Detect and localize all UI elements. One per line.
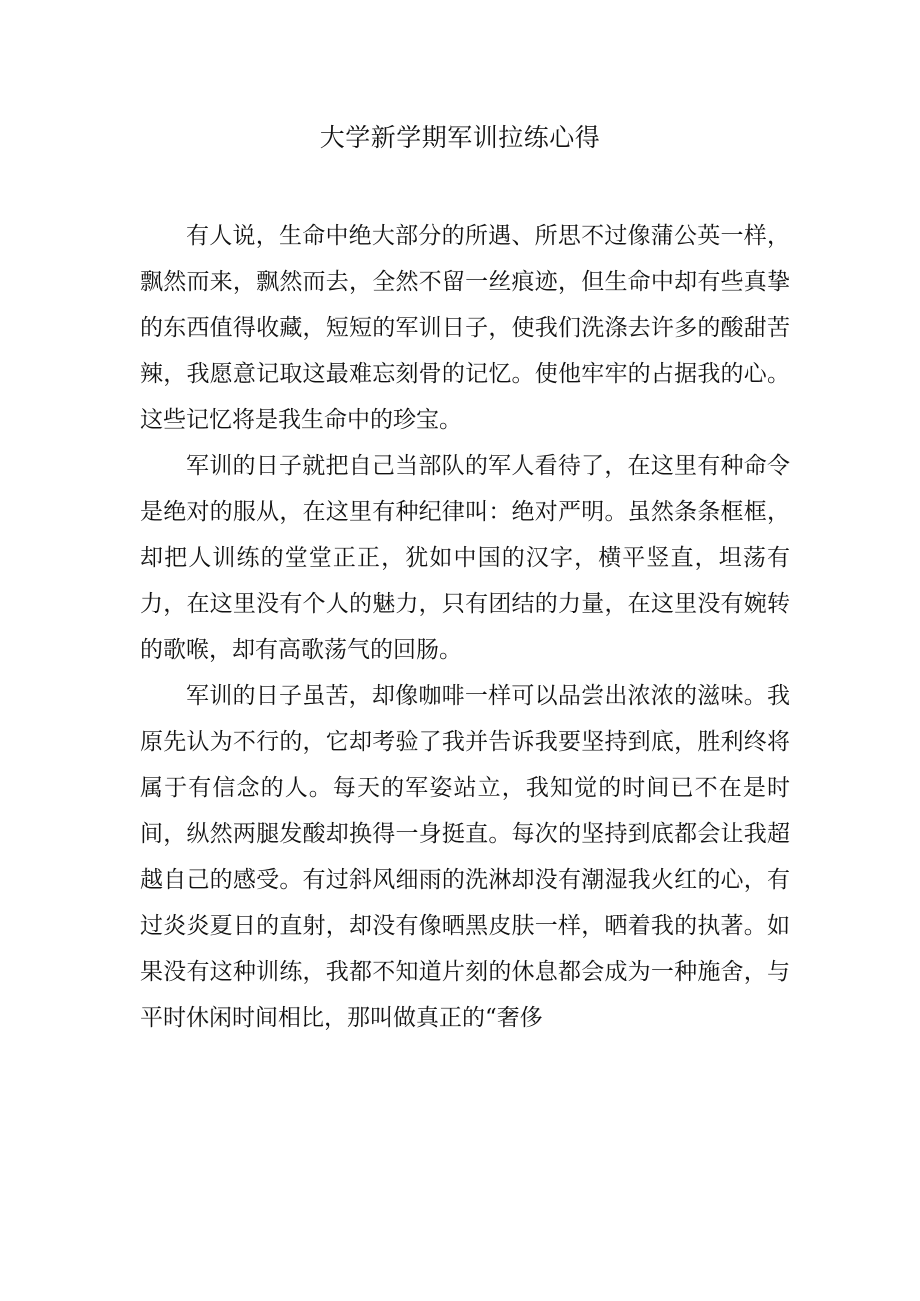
paragraph-2: 军训的日子就把自己当部队的军人看待了，在这里有种命令是绝对的服从，在这里有种纪律叫：绝对严明。虽然条条框框，却把人训练的堂堂正正，犹如中国的汉字，横平竖直，坦荡有力，在这里没有个人的魅力，只有团结的力量，在这里没有婉转的歌喉，却有高歌荡气的回肠。 — [140, 453, 790, 663]
document-body — [140, 213, 790, 1041]
paragraph-1: 有人说，生命中绝大部分的所遇、所思不过像蒲公英一样，飘然而来，飘然而去，全然不留一丝痕迹，但生命中却有些真挚的东西值得收藏，短短的军训日子，使我们洗涤去许多的酸甜苦辣，我愿意记取这最难忘刻骨的记忆。使他牢牢的占据我的心。这些记忆将是我生命中的珍宝。 — [140, 223, 790, 433]
paragraph-3: 军训的日子虽苦，却像咖啡一样可以品尝出浓浓的滋味。我原先认为不行的，它却考验了我并告诉我要坚持到底，胜利终将属于有信念的人。每天的军姿站立，我知觉的时间已不在是时间，纵然两腿发酸却换得一身挺直。每次的坚持到底都会让我超越自己的感受。有过斜风细雨的洗淋却没有潮湿我火红的心，有过炎炎夏日的直射，却没有像晒黑皮肤一样，晒着我的执著。如果没有这种训练，我都不知道片刻的休息都会成为一种施舍，与平时休闲时间相比，那叫做真正的“奢侈 — [140, 683, 790, 1031]
document-title: 大学新学期军训拉练心得 — [319, 123, 601, 152]
